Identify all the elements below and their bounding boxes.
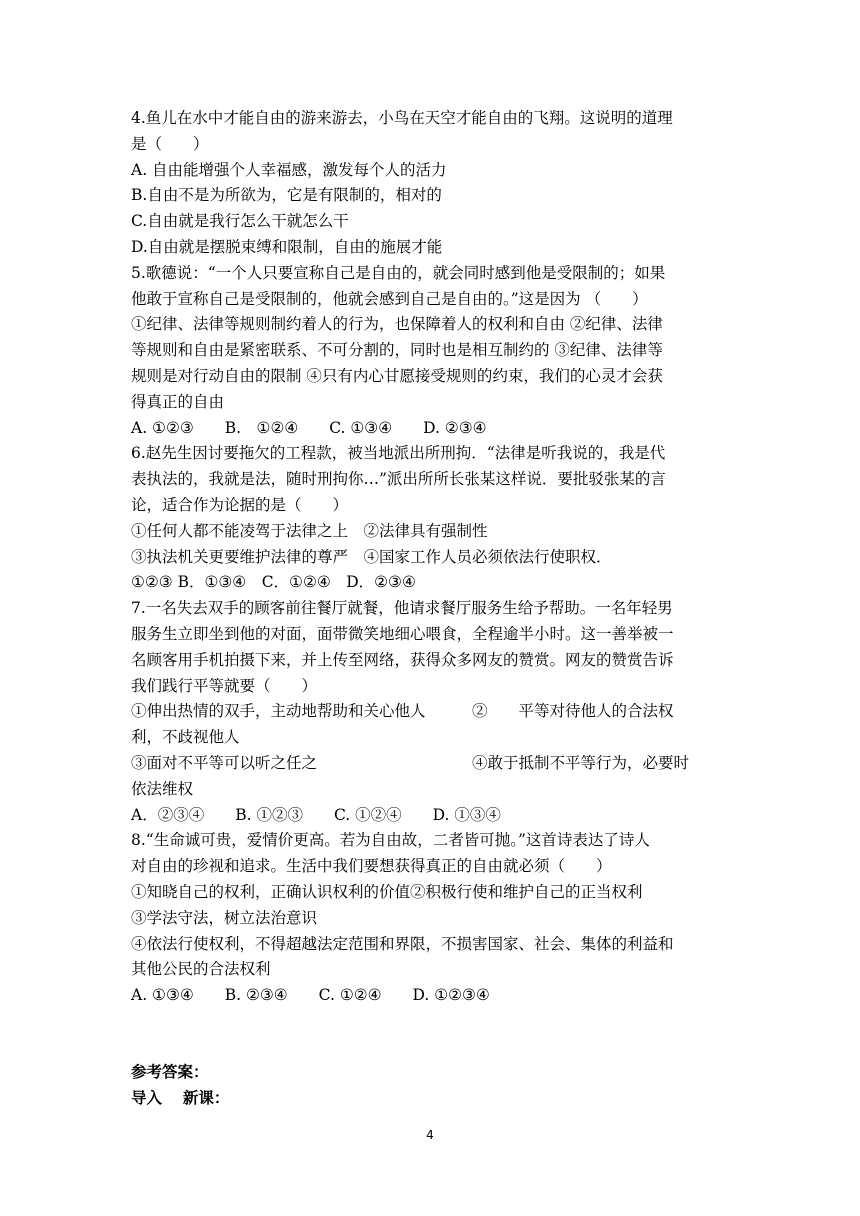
question-text-line: 6.赵先生因讨要拖欠的工程款，被当地派出所刑拘．“法律是听我说的，我是代 [131,444,666,463]
question-text-line: 4.鱼儿在水中才能自由的游来游去，小鸟在天空才能自由的飞翔。这说明的道理 [131,109,673,127]
answer-options: ①②③ B．①③④ C．①②④ D．②③④ [131,573,416,592]
question-4 [131,106,731,261]
statement-line: ④依法行使权利，不得超越法定范围和界限，不损害国家、社会、集体的利益和 [131,934,674,953]
answers-heading: 参考答案： [131,1063,209,1082]
option-a: A. 自由能增强个人幸福感，激发每个人的活力 [131,160,447,179]
statement-line: 依法维权 [131,779,194,798]
question-text-line: 他敢于宣称自己是受限制的，他就会感到自己是自由的。”这是因为 （ ） [131,289,648,308]
statement-line: ①纪律、法律等规则制约着人的行为，也保障着人的权利和自由 ②纪律、法律 [131,315,663,334]
question-text-line: 5.歌德说：“一个人只要宣称自己是自由的，就会同时感到他是受限制的；如果 [131,263,666,282]
question-text-line: 7.一名失去双手的顾客前往餐厅就餐，他请求餐厅服务生给予帮助。一名年轻男 [131,599,673,618]
section-spacer [131,1009,731,1061]
answer-options: A. ①③④ B. ②③④ C. ①②④ D. ①②③④ [131,986,490,1005]
answer-options: A．②③④ B. ①②③ C. ①②④ D. ①③④ [131,805,501,824]
question-6 [131,441,731,596]
statement-line: ③学法守法，树立法治意识 [131,908,318,927]
statement-line: 利，不歧视他人 [131,728,240,747]
page-number: 4 [426,1128,434,1142]
intro-label: 导入 新课： [131,1089,230,1108]
question-text-line: 8.“生命诚可贵，爱情价更高。若为自由故，二者皆可抛。”这首诗表达了诗人 [131,831,650,850]
question-text-line: 表执法的，我就是法，随时刑拘你…”派出所所长张某这样说．要批驳张某的言 [131,470,666,489]
question-text-line: 是（ ） [131,134,209,153]
question-7 [131,596,731,828]
question-5 [131,261,731,442]
answer-options: A. ①②③ B. ①②④ C. ①③④ D. ②③④ [131,418,487,437]
question-content [131,106,731,1112]
option-c: C.自由就是我行怎么干就怎么干 [131,212,349,231]
statement-line: 规则是对行动自由的限制 ④只有内心甘愿接受规则的约束，我们的心灵才会获 [131,366,663,385]
statement-line: ③执法机关更要维护法律的尊严 ④国家工作人员必须依法行使职权． [131,547,612,566]
statement-line: ③面对不平等可以听之任之 ④敢于抵制不平等行为，必要时 [131,753,690,772]
option-d: D.自由就是摆脱束缚和限制，自由的施展才能 [131,237,443,256]
statement-line: ①知晓自己的权利，正确认识权利的价值②积极行使和维护自己的正当权利 [131,882,643,901]
question-8 [131,828,731,1009]
statement-line: 得真正的自由 [131,392,225,411]
question-text-line: 名顾客用手机拍摄下来，并上传至网络，获得众多网友的赞赏。网友的赞赏告诉 [131,650,674,669]
question-text-line: 服务生立即坐到他的对面，面带微笑地细心喂食，全程逾半小时。这一善举被一 [131,624,674,643]
statement-line: 等规则和自由是紧密联系、不可分割的，同时也是相互制约的 ③纪律、法律等 [131,341,663,360]
question-text-line: 对自由的珍视和追求。生活中我们要想获得真正的自由就必须（ ） [131,857,612,876]
statement-line: ①任何人都不能凌驾于法律之上 ②法律具有强制性 [131,521,488,540]
statement-line: ①伸出热情的双手，主动地帮助和关心他人 ② 平等对待他人的合法权 [131,702,674,721]
question-text-line: 我们践行平等就要（ ） [131,676,318,695]
option-b: B.自由不是为所欲为，它是有限制的，相对的 [131,186,442,205]
statement-line: 其他公民的合法权利 [131,960,271,979]
question-text-line: 论，适合作为论据的是（ ） [131,495,349,514]
